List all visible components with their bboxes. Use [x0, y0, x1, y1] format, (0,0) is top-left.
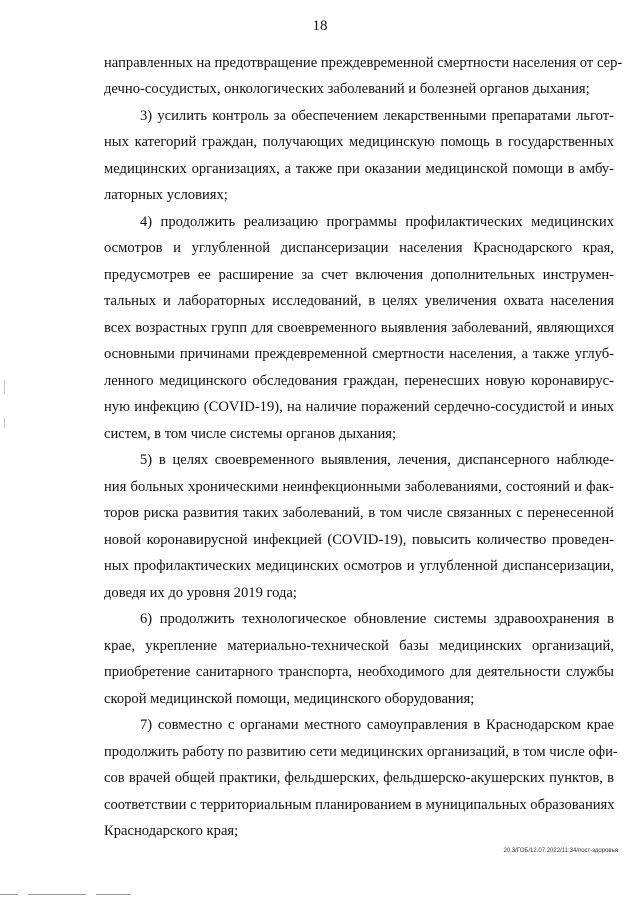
footer-document-code: 20.3/ГОБ/12.07.2022/11:34/пост-здоровья: [503, 848, 618, 854]
text-line: доведя их до уровня 2019 года;: [104, 585, 297, 601]
text-line: 5) в целях своевременного выявления, лечения, диспансерного наблюде-: [140, 452, 614, 468]
page-number: 18: [312, 18, 328, 34]
text-line: ленного медицинского обследования граждан, перенесших новую коронавирус-: [104, 373, 614, 389]
text-line: Краснодарского края;: [104, 823, 239, 839]
text-line: направленных на предотвращение преждевременной смертности населения от сер-: [104, 55, 623, 71]
text-line: продолжить работу по развитию сети медицинских организаций, в том числе офи-: [104, 744, 618, 760]
text-line: латорных условиях;: [104, 187, 228, 203]
text-line: ную инфекцию (COVID-19), на наличие поражений сердечно-сосудистой и иных: [104, 399, 614, 415]
scan-artifact-dash: [96, 894, 131, 895]
text-line: ных категорий граждан, получающих медицинскую помощь в государственных: [104, 134, 614, 150]
text-line: осмотров и углубленной диспансеризации населения Краснодарского края,: [104, 240, 614, 256]
text-line: сов врачей общей практики, фельдшерских, фельдшерско-акушерских пунктов, в: [104, 770, 614, 786]
text-line: предусмотрев ее расширение за счет включения дополнительных инструмен-: [104, 267, 614, 283]
text-line: 6) продолжить технологическое обновление системы здравоохранения в: [140, 611, 614, 627]
text-line: ных профилактических медицинских осмотров и углубленной диспансеризации,: [104, 558, 614, 574]
text-line: всех возрастных групп для своевременного выявления заболеваний, являющихся: [104, 320, 614, 336]
text-line: 3) усилить контроль за обеспечением лекарственными препаратами льгот-: [140, 108, 614, 124]
text-line: систем, в том числе системы органов дыхания;: [104, 426, 397, 442]
scan-artifact-dash: [28, 894, 86, 895]
text-line: основными причинами преждевременной смертности населения, а также углуб-: [104, 346, 614, 362]
text-line: приобретение санитарного транспорта, необходимого для деятельности службы: [104, 664, 614, 680]
text-line: скорой медицинской помощи, медицинского оборудования;: [104, 691, 475, 707]
scan-artifact-mark: [4, 380, 5, 394]
text-line: торов риска развития таких заболеваний, в том числе связанных с перенесенной: [104, 505, 614, 521]
text-line: 4) продолжить реализацию программы профилактических медицинских: [140, 214, 614, 230]
text-line: 7) совместно с органами местного самоуправления в Краснодарском крае: [140, 717, 614, 733]
text-line: тальных и лабораторных исследований, в целях увеличения охвата населения: [104, 293, 614, 309]
scan-artifact-dash: [0, 894, 18, 895]
text-line: соответствии с территориальным планированием в муниципальных образованиях: [104, 797, 615, 813]
text-line: крае, укрепление материально-технической базы медицинских организаций,: [104, 638, 614, 654]
text-line: ния больных хроническими неинфекционными заболеваниями, состояний и фак-: [104, 479, 614, 495]
text-line: дечно-сосудистых, онкологических заболеваний и болезней органов дыхания;: [104, 81, 590, 97]
text-line: медицинских организациях, а также при оказании медицинской помощи в амбу-: [104, 161, 614, 177]
text-line: новой коронавирусной инфекцией (COVID-19), повысить количество проведен-: [104, 532, 614, 548]
scan-artifact-mark: [4, 418, 5, 428]
